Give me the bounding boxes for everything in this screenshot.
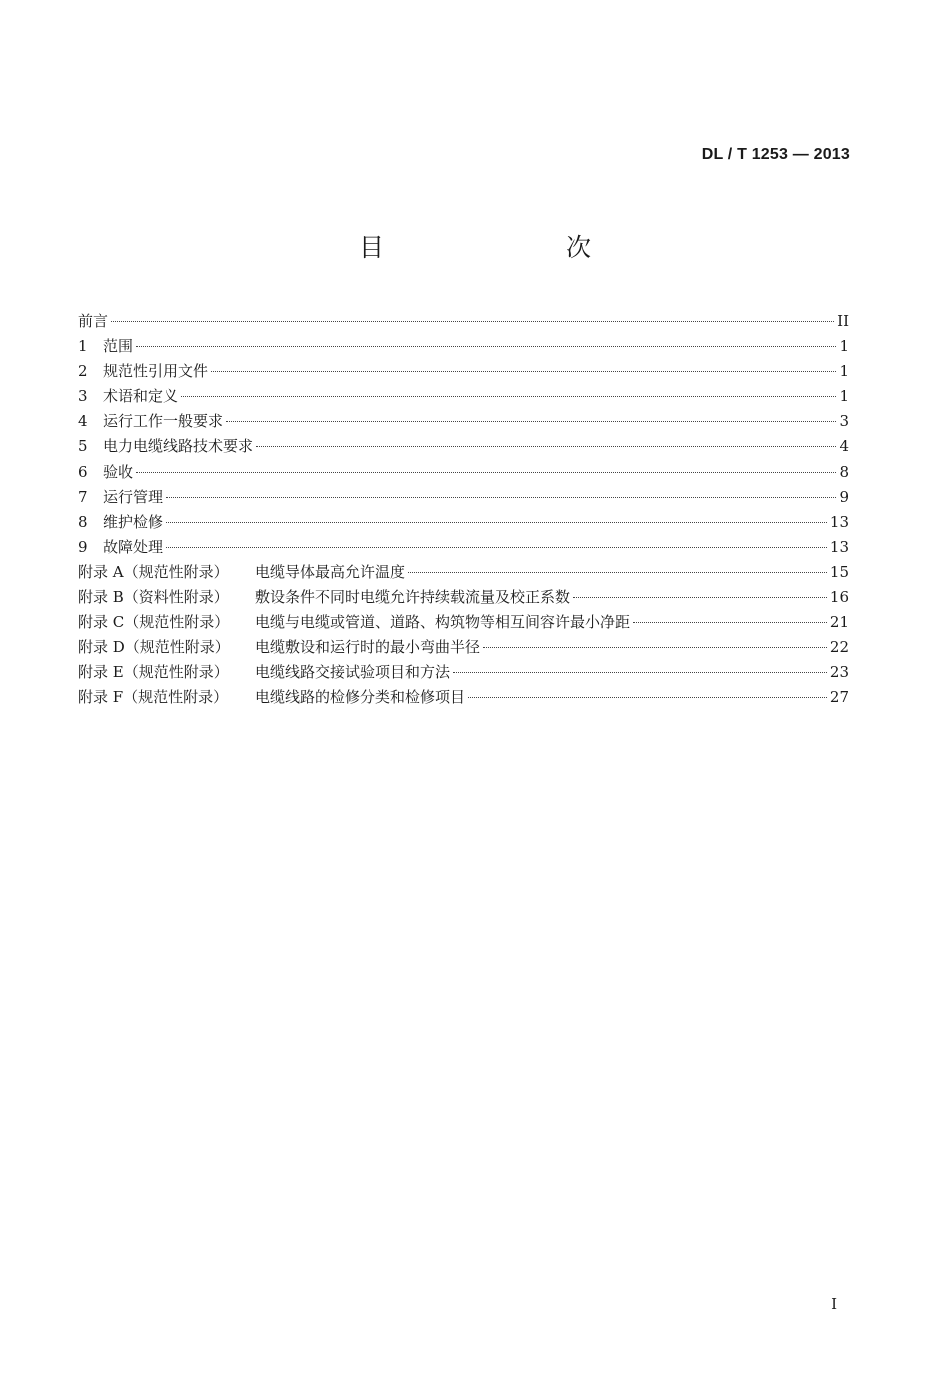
toc-entry-appendix-d[interactable] xyxy=(78,635,849,660)
toc-entry-section-8[interactable] xyxy=(78,510,849,535)
appendix-prefix: 附录 B（资料性附录） xyxy=(78,588,229,607)
appendix-prefix: 附录 D（规范性附录） xyxy=(78,638,230,657)
toc-entry-label: 电缆线路交接试验项目和方法 xyxy=(255,663,451,682)
toc-entry-number: 2 xyxy=(78,362,88,381)
toc-entry-label: 运行工作一般要求 xyxy=(103,412,224,431)
dot-leader xyxy=(573,597,827,598)
toc-entry-section-1[interactable] xyxy=(78,334,849,359)
toc-entry-page: 23 xyxy=(829,663,849,682)
toc-entry-appendix-b[interactable] xyxy=(78,585,849,610)
toc-entry-label: 维护检修 xyxy=(103,512,164,531)
toc-entry-preface[interactable] xyxy=(78,309,849,334)
toc-entry-number: 6 xyxy=(78,462,88,481)
page-number: I xyxy=(831,1295,837,1313)
dot-leader xyxy=(256,446,836,447)
toc-entry-section-2[interactable] xyxy=(78,359,849,384)
toc-entry-appendix-e[interactable] xyxy=(78,660,849,685)
toc-entry-label: 前言 xyxy=(78,312,109,330)
toc-entry-page: II xyxy=(837,312,849,330)
dot-leader xyxy=(226,421,836,422)
toc-entry-label: 电缆导体最高允许温度 xyxy=(255,562,406,581)
page-title: 目 次 xyxy=(358,233,635,262)
toc-entry-page: 3 xyxy=(839,412,849,431)
dot-leader xyxy=(453,672,827,673)
toc-entry-number: 5 xyxy=(78,437,88,456)
toc-entry-section-3[interactable] xyxy=(78,384,849,409)
toc-entry-label: 范围 xyxy=(103,337,134,356)
dot-leader xyxy=(633,622,827,623)
toc-entry-section-4[interactable] xyxy=(78,409,849,434)
toc-entry-page: 21 xyxy=(829,613,849,632)
toc-entry-page: 1 xyxy=(839,337,849,356)
toc-entry-number: 1 xyxy=(78,337,88,356)
toc-entry-label: 故障处理 xyxy=(103,537,164,556)
toc-entry-appendix-c[interactable] xyxy=(78,610,849,635)
toc-entry-label: 电缆与电缆或管道、道路、构筑物等相互间容许最小净距 xyxy=(255,613,631,632)
toc-entry-page: 22 xyxy=(829,638,849,657)
toc-entry-page: 8 xyxy=(839,462,849,481)
toc-entry-section-6[interactable] xyxy=(78,460,849,485)
dot-leader xyxy=(408,572,827,573)
appendix-prefix: 附录 F（规范性附录） xyxy=(78,688,229,707)
toc-entry-number: 9 xyxy=(78,537,88,556)
dot-leader xyxy=(136,472,836,473)
table-of-contents xyxy=(78,309,849,711)
dot-leader xyxy=(111,321,834,322)
document-code: DL / T 1253 — 2013 xyxy=(701,146,850,163)
toc-entry-page: 1 xyxy=(839,387,849,406)
dot-leader xyxy=(483,647,827,648)
toc-entry-label: 敷设条件不同时电缆允许持续载流量及校正系数 xyxy=(255,588,571,607)
toc-entry-number: 8 xyxy=(78,512,88,531)
toc-entry-label: 验收 xyxy=(103,462,134,481)
toc-entry-label: 电缆敷设和运行时的最小弯曲半径 xyxy=(255,638,481,657)
toc-entry-section-7[interactable] xyxy=(78,485,849,510)
toc-entry-section-9[interactable] xyxy=(78,535,849,560)
dot-leader xyxy=(211,371,836,372)
toc-entry-page: 27 xyxy=(829,688,849,707)
toc-entry-label: 运行管理 xyxy=(103,487,164,506)
toc-entry-label: 术语和定义 xyxy=(103,387,179,406)
dot-leader xyxy=(166,547,827,548)
dot-leader xyxy=(468,697,827,698)
appendix-prefix: 附录 A（规范性附录） xyxy=(78,562,229,581)
toc-entry-number: 4 xyxy=(78,412,88,431)
dot-leader xyxy=(136,346,836,347)
toc-entry-page: 13 xyxy=(829,537,849,556)
toc-entry-page: 4 xyxy=(839,437,849,456)
toc-entry-section-5[interactable] xyxy=(78,434,849,459)
dot-leader xyxy=(166,522,827,523)
toc-entry-number: 3 xyxy=(78,387,88,406)
appendix-prefix: 附录 E（规范性附录） xyxy=(78,663,229,682)
toc-entry-label: 规范性引用文件 xyxy=(103,362,209,381)
toc-entry-page: 16 xyxy=(829,588,849,607)
toc-entry-page: 13 xyxy=(829,512,849,531)
dot-leader xyxy=(166,497,836,498)
toc-entry-appendix-a[interactable] xyxy=(78,560,849,585)
appendix-prefix: 附录 C（规范性附录） xyxy=(78,613,230,632)
toc-entry-page: 9 xyxy=(839,487,849,506)
dot-leader xyxy=(181,396,836,397)
toc-entry-page: 1 xyxy=(839,362,849,381)
toc-entry-label: 电缆线路的检修分类和检修项目 xyxy=(255,688,466,707)
toc-entry-page: 15 xyxy=(829,562,849,581)
toc-entry-appendix-f[interactable] xyxy=(78,685,849,710)
toc-entry-number: 7 xyxy=(78,487,88,506)
toc-entry-label: 电力电缆线路技术要求 xyxy=(103,437,254,456)
